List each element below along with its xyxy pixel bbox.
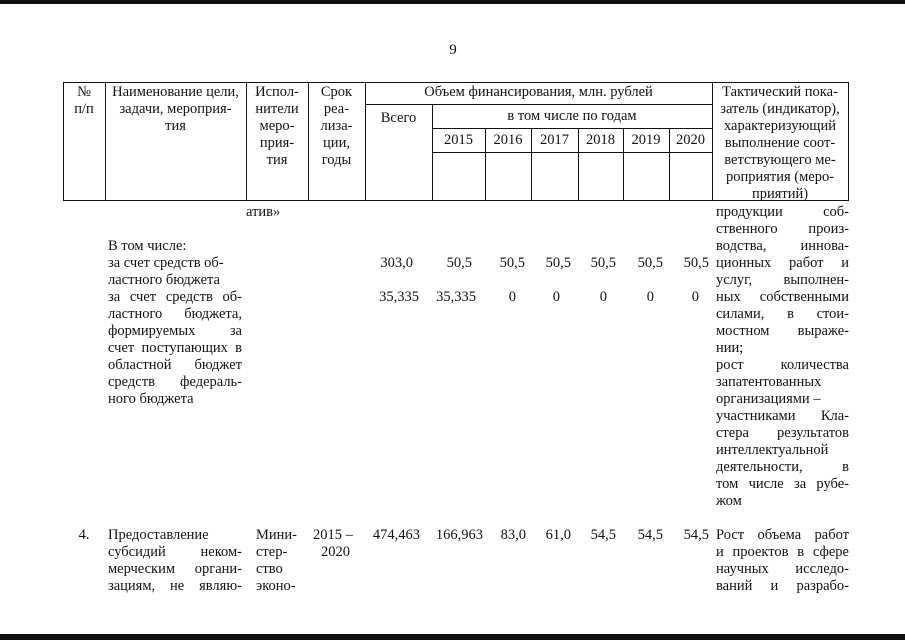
row1-2018: 50,5 [590, 255, 616, 271]
row2-2016: 0 [508, 289, 516, 305]
name-tail: атив» [246, 204, 281, 220]
header-year-2020: 2020 [676, 132, 705, 148]
header-name: Наименование цели, задачи, мероприя- тия [112, 84, 239, 134]
row4-total: 474,463 [372, 527, 420, 543]
row4-2018: 54,5 [590, 527, 616, 543]
row2-2019: 0 [646, 289, 654, 305]
row1-2015: 50,5 [446, 255, 472, 271]
including-label: В том числе: [108, 238, 187, 254]
row2-total: 35,335 [379, 289, 419, 305]
row2-2017: 0 [552, 289, 560, 305]
header-year-2015: 2015 [444, 132, 473, 148]
header-year-2019: 2019 [631, 132, 661, 148]
header-total: Всего [380, 110, 417, 126]
row2-2020: 0 [691, 289, 699, 305]
row1-2020: 50,5 [683, 255, 709, 271]
row4-2015: 166,963 [435, 527, 483, 543]
row4-2016: 83,0 [500, 527, 526, 543]
row4-term: 2015 – 2020 [313, 527, 353, 560]
header-financing: Объем финансирования, млн. рублей [424, 84, 653, 100]
years-divider-line [432, 128, 712, 129]
row1-name-line-1: за счет средств об- [108, 255, 224, 271]
header-num: № п/п [74, 84, 94, 117]
header-term: Срок реа- лиза- ции, годы [320, 84, 353, 168]
row2-name: за счет средств об- ластного бюджета, формируемых за счет поступающих в областной бюджет средств федераль- ного бюджета [108, 289, 242, 407]
row4-indicator: Рост объема работ и проектов в сфере научных исследо- ваний и разрабо- [716, 527, 849, 594]
row4-2019: 54,5 [637, 527, 663, 543]
col-line-12 [848, 82, 849, 201]
block1-indicator: продукции соб- ственного произ- водства, иннова- ционных работ и услуг, выполнен- ных собственными силами, в стои- мостном выраже- нии; рост количества запатентованных организациями – участниками Кла- стера результатов интеллектуальной деятельности, в том числе за рубе- жом [716, 204, 849, 509]
header-top-line [63, 82, 848, 83]
financing-divider-line [365, 104, 712, 105]
page-number: 9 [449, 42, 457, 58]
bottom-rule [0, 634, 905, 640]
header-executors: Испол- нители меро- прия- тия [255, 84, 299, 168]
row1-2016: 50,5 [499, 255, 525, 271]
row4-name: Предоставление субсидий неком- мерческим органи- зациям, не являю- [108, 527, 242, 594]
row2-2015: 35,335 [436, 289, 476, 305]
row4-2020: 54,5 [683, 527, 709, 543]
row4-num: 4. [78, 527, 90, 543]
row2-2018: 0 [599, 289, 607, 305]
top-rule [0, 0, 905, 4]
header-indicator: Тактический пока- затель (индикатор), характеризующий выполнение соот- ветствующего ме- роприятия (меро- приятий) [720, 84, 840, 202]
years-row-line [432, 152, 712, 153]
header-by-years: в том числе по годам [507, 108, 637, 124]
row1-name-line-2: ластного бюджета [108, 272, 220, 288]
row1-2017: 50,5 [545, 255, 571, 271]
row4-2017: 61,0 [545, 527, 571, 543]
row1-2019: 50,5 [637, 255, 663, 271]
header-year-2018: 2018 [586, 132, 615, 148]
row1-total: 303,0 [380, 255, 413, 271]
row4-executor: Мини- стер- ство эконо- [256, 527, 298, 594]
header-year-2016: 2016 [493, 132, 523, 148]
header-year-2017: 2017 [540, 132, 569, 148]
